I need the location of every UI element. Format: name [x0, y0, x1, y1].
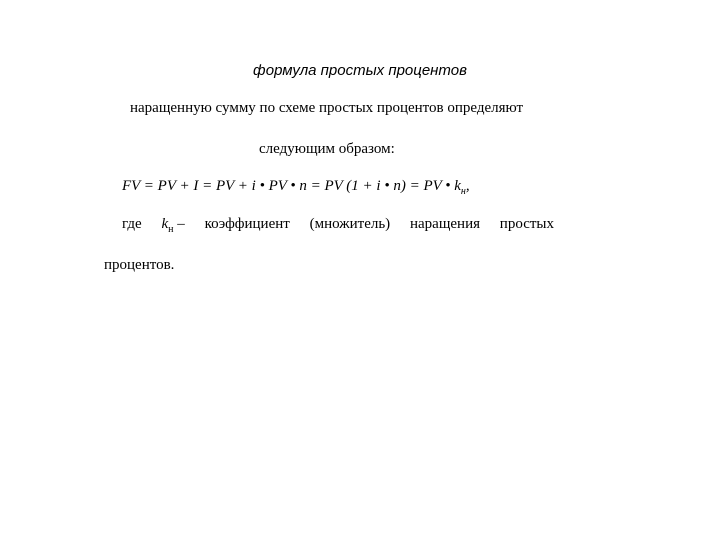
- def-word-4: простых: [499, 216, 554, 232]
- def-word-2: (множитель): [309, 216, 391, 232]
- def-var: k: [161, 216, 169, 232]
- text-line-2: следующим образом:: [259, 141, 395, 157]
- formula-end: ,: [465, 178, 470, 194]
- def-where: где: [122, 216, 142, 232]
- def-dash: –: [177, 216, 185, 232]
- text-line-1: наращенную сумму по схеме простых процентов определяют: [130, 100, 524, 116]
- def-word-3: наращения: [409, 216, 480, 232]
- formula: [122, 178, 470, 197]
- definition-line: [122, 216, 554, 235]
- def-word-1: коэффициент: [204, 216, 290, 232]
- text-line-4: процентов.: [104, 257, 175, 273]
- page-title: формула простых процентов: [253, 62, 467, 79]
- def-var-subscript: н: [168, 224, 174, 235]
- def-variable: [162, 216, 185, 235]
- formula-main: FV = PV + I = PV + i • PV • n = PV (1 + i • n) = PV • k: [122, 178, 461, 194]
- formula-subscript: н: [460, 186, 466, 197]
